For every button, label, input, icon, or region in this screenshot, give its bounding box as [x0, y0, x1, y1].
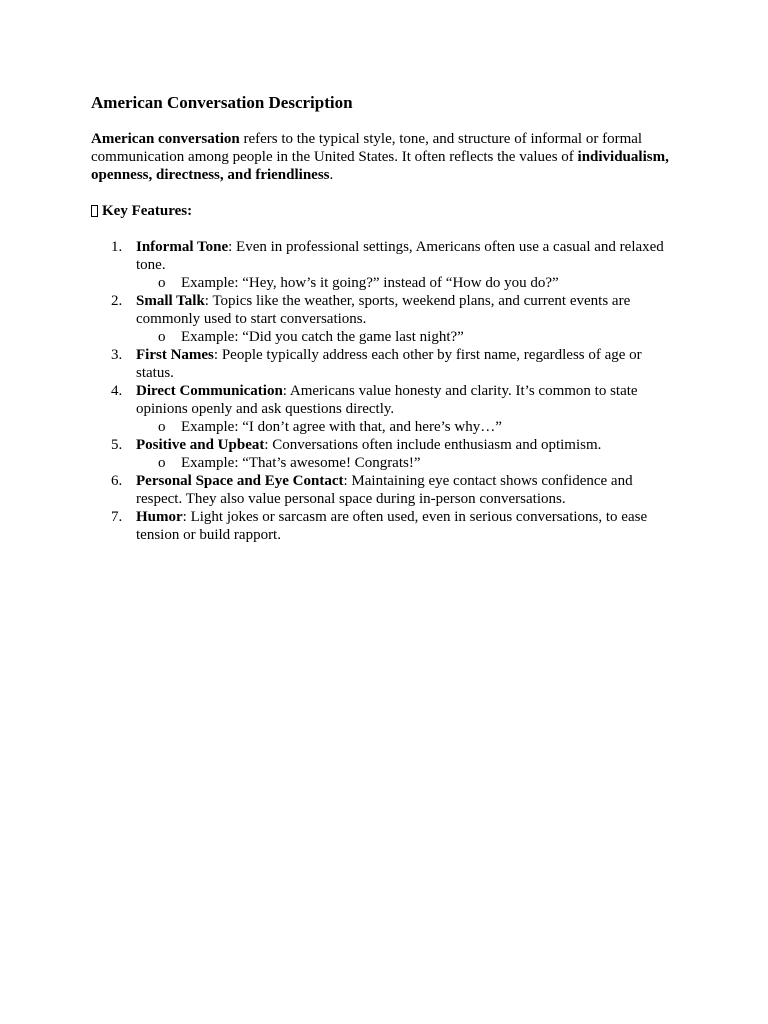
intro-text-1: refers to the typical style, tone, and structure of informal or formal communication among people in the United States. It often reflects the values of — [91, 131, 643, 165]
feature-example-text: Example: “Did you catch the game last night?” — [181, 329, 464, 345]
feature-item-informal-tone — [91, 238, 681, 292]
feature-number: 3. — [111, 347, 123, 363]
sub-bullet: o — [158, 455, 166, 471]
feature-number: 1. — [111, 239, 123, 255]
feature-term: Personal Space and Eye Contact — [136, 473, 344, 489]
feature-item-positive-upbeat — [91, 436, 681, 472]
intro-paragraph — [91, 130, 681, 184]
missing-glyph-icon — [91, 205, 98, 217]
features-heading — [91, 202, 681, 220]
feature-example-text: Example: “That’s awesome! Congrats!” — [181, 455, 421, 471]
features-heading-label: Key Features: — [102, 203, 193, 219]
intro-lead: American conversation — [91, 131, 240, 147]
feature-desc: : Topics like the weather, sports, weekend plans, and current events are commonly used to start conversations. — [136, 293, 631, 327]
feature-desc: : Even in professional settings, Americans often use a casual and relaxed tone. — [136, 239, 664, 273]
feature-term: Direct Communication — [136, 383, 283, 399]
feature-term: First Names — [136, 347, 214, 363]
feature-term: Humor — [136, 509, 183, 525]
feature-desc: : Americans value honesty and clarity. It’s common to state opinions openly and ask questions directly. — [136, 383, 638, 417]
document-title: American Conversation Description — [91, 93, 353, 112]
sub-bullet: o — [158, 329, 166, 345]
feature-item-personal-space — [91, 472, 681, 508]
features-list — [91, 238, 681, 544]
feature-desc: : Conversations often include enthusiasm and optimism. — [264, 437, 602, 453]
intro-text-2: . — [329, 167, 334, 183]
feature-number: 2. — [111, 293, 123, 309]
feature-item-humor — [91, 508, 681, 544]
feature-example — [136, 454, 681, 472]
feature-example-text: Example: “Hey, how’s it going?” instead of “How do you do?” — [181, 275, 559, 291]
feature-example — [136, 418, 681, 436]
feature-term: Informal Tone — [136, 239, 229, 255]
feature-desc: : People typically address each other by first name, regardless of age or status. — [136, 347, 642, 381]
feature-desc: : Light jokes or sarcasm are often used, even in serious conversations, to ease tension or build rapport. — [136, 509, 648, 543]
feature-term: Positive and Upbeat — [136, 437, 265, 453]
feature-example — [136, 274, 681, 292]
feature-item-direct-communication — [91, 382, 681, 436]
feature-number: 6. — [111, 473, 123, 489]
feature-item-first-names — [91, 346, 681, 382]
feature-term: Small Talk — [136, 293, 205, 309]
sub-bullet: o — [158, 419, 166, 435]
sub-bullet: o — [158, 275, 166, 291]
feature-item-small-talk — [91, 292, 681, 346]
feature-number: 7. — [111, 509, 123, 525]
feature-number: 5. — [111, 437, 123, 453]
feature-number: 4. — [111, 383, 123, 399]
feature-example — [136, 328, 681, 346]
feature-example-text: Example: “I don’t agree with that, and here’s why…” — [181, 419, 502, 435]
feature-desc: : Maintaining eye contact shows confidence and respect. They also value personal space during in-person conversations. — [136, 473, 633, 507]
intro-values: individualism, openness, directness, and friendliness — [91, 149, 669, 183]
document-page — [91, 92, 681, 544]
